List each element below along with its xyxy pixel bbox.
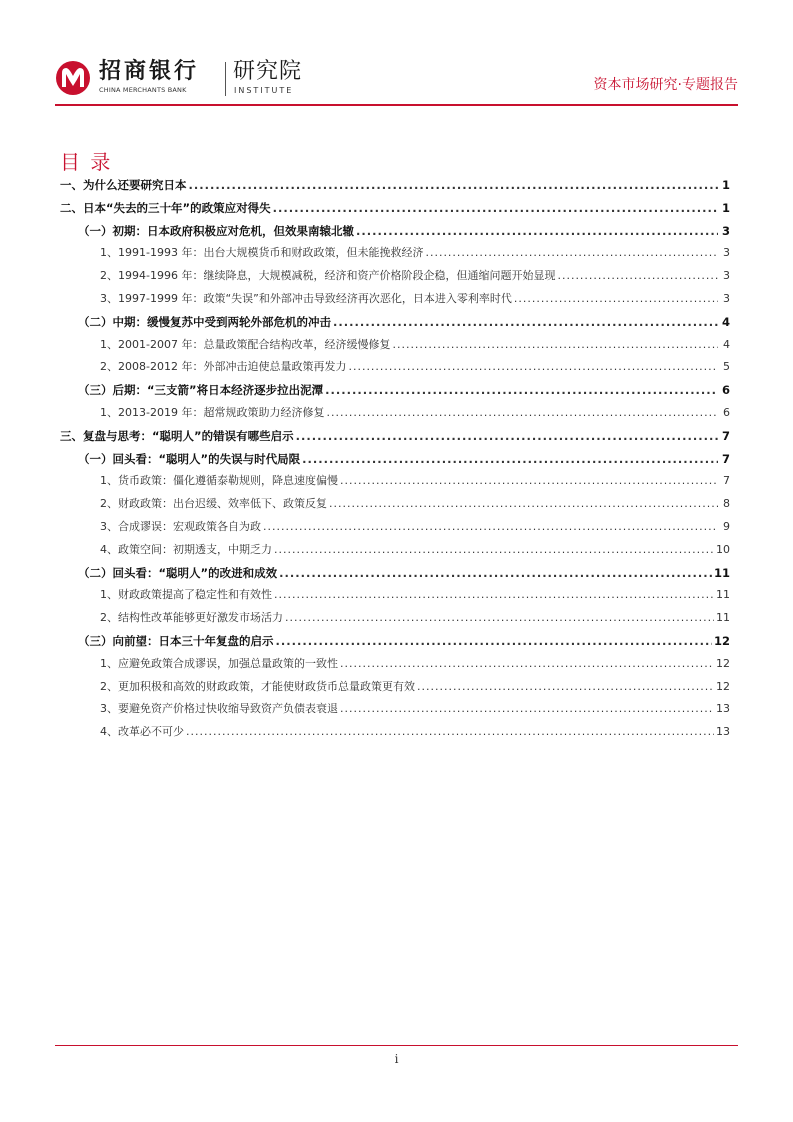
toc-entry-page: 13	[716, 702, 730, 716]
toc-entry-text: 2、1994-1996 年：继续降息，大规模减税，经济和资产价格阶段企稳，但通缩问题开始显现	[100, 269, 556, 283]
toc-entry-text: （三）后期：“三支箭”将日本经济逐步拉出泥潭	[78, 383, 324, 398]
toc-entry[interactable]	[60, 425, 730, 448]
toc-leader-dots	[557, 265, 718, 288]
toc-entry[interactable]	[60, 676, 730, 699]
page-header	[55, 58, 738, 98]
toc-leader-dots	[325, 379, 718, 402]
toc-entry-page: 1	[721, 178, 730, 192]
toc-leader-dots	[186, 721, 714, 744]
toc-entry[interactable]	[60, 334, 730, 357]
toc-entry-page: 12	[716, 656, 730, 670]
toc-entry-page: 4	[723, 337, 730, 351]
table-of-contents	[60, 174, 730, 744]
toc-entry[interactable]	[60, 698, 730, 721]
toc-entry[interactable]	[60, 356, 730, 379]
toc-entry-text: （一）回头看：“聪明人”的失误与时代局限	[78, 451, 301, 466]
toc-entry[interactable]	[60, 311, 730, 334]
toc-entry-text: 3、1997-1999 年：政策“失误”和外部冲击导致经济再次恶化，日本进入零利率时代	[100, 291, 512, 305]
toc-entry-page: 3	[723, 269, 730, 283]
toc-leader-dots	[425, 242, 718, 265]
bank-name-en: CHINA MERCHANTS BANK	[99, 86, 187, 94]
toc-leader-dots	[302, 448, 718, 471]
toc-entry[interactable]	[60, 653, 730, 676]
toc-leader-dots	[340, 698, 714, 721]
toc-entry-page: 5	[723, 360, 730, 374]
toc-leader-dots	[340, 470, 718, 493]
toc-entry-text: 1、2001-2007 年：总量政策配合结构改革，经济缓慢修复	[100, 337, 391, 351]
report-type: 资本市场研究·专题报告	[593, 77, 738, 93]
toc-entry-page: 3	[723, 291, 730, 305]
toc-entry-text: （三）向前望：日本三十年复盘的启示	[78, 633, 274, 648]
toc-entry-text: 二、日本“失去的三十年”的政策应对得失	[60, 200, 271, 215]
toc-leader-dots	[333, 311, 718, 334]
toc-entry[interactable]	[60, 470, 730, 493]
toc-leader-dots	[263, 516, 718, 539]
toc-entry-text: 1、1991-1993 年：出台大规模货币和财政政策，但未能挽救经济	[100, 246, 424, 260]
toc-entry[interactable]	[60, 197, 730, 220]
toc-leader-dots	[274, 584, 714, 607]
toc-entry-page: 3	[723, 246, 730, 260]
toc-entry-page: 12	[716, 679, 730, 693]
toc-entry-text: 3、合成谬误：宏观政策各自为政	[100, 519, 261, 533]
toc-entry[interactable]	[60, 516, 730, 539]
toc-entry[interactable]	[60, 607, 730, 630]
toc-leader-dots	[189, 174, 719, 197]
institute-name-cn: 研究院	[233, 59, 303, 84]
toc-entry-text: 3、要避免资产价格过快收缩导致资产负债表衰退	[100, 702, 338, 716]
toc-entry-page: 6	[723, 405, 730, 419]
toc-leader-dots	[276, 630, 712, 653]
toc-entry-page: 11	[716, 588, 730, 602]
toc-entry-text: 2、更加积极和高效的财政政策，才能使财政货币总量政策更有效	[100, 679, 415, 693]
toc-entry-text: （一）初期：日本政府积极应对危机，但效果南辕北辙	[78, 223, 354, 238]
toc-leader-dots	[326, 402, 718, 425]
toc-entry-page: 4	[721, 314, 730, 329]
toc-leader-dots	[417, 676, 714, 699]
toc-entry-page: 6	[721, 383, 730, 398]
toc-entry[interactable]	[60, 265, 730, 288]
institute-name-en: INSTITUTE	[234, 86, 294, 95]
page-number: i	[394, 1052, 399, 1066]
toc-entry[interactable]	[60, 493, 730, 516]
toc-entry-text: 2、2008-2012 年：外部冲击迫使总量政策再发力	[100, 360, 347, 374]
cmb-logo-icon	[55, 60, 91, 96]
toc-entry-text: （二）回头看：“聪明人”的改进和成效	[78, 565, 278, 580]
toc-title: 目 录	[60, 150, 113, 174]
toc-entry[interactable]	[60, 379, 730, 402]
toc-entry[interactable]	[60, 288, 730, 311]
toc-entry-page: 13	[716, 725, 730, 739]
toc-leader-dots	[514, 288, 718, 311]
toc-entry-text: 1、2013-2019 年：超常规政策助力经济修复	[100, 405, 325, 419]
toc-leader-dots	[329, 493, 718, 516]
toc-entry-text: 4、改革必不可少	[100, 725, 184, 739]
toc-entry-page: 3	[721, 223, 730, 238]
toc-leader-dots	[392, 334, 718, 357]
toc-entry-text: （二）中期：缓慢复苏中受到两轮外部危机的冲击	[78, 314, 331, 329]
bank-name-cn: 招商银行	[99, 59, 200, 84]
toc-entry-text: 2、结构性改革能够更好激发市场活力	[100, 611, 283, 625]
toc-entry-text: 1、财政政策提高了稳定性和有效性	[100, 588, 272, 602]
toc-entry[interactable]	[60, 721, 730, 744]
toc-entry-page: 7	[723, 474, 730, 488]
toc-leader-dots	[285, 607, 714, 630]
toc-entry-page: 11	[716, 611, 730, 625]
toc-entry-text: 4、政策空间：初期透支，中期乏力	[100, 542, 272, 556]
toc-leader-dots	[340, 653, 714, 676]
toc-leader-dots	[274, 539, 714, 562]
toc-entry[interactable]	[60, 174, 730, 197]
toc-leader-dots	[273, 197, 718, 220]
toc-entry-page: 8	[723, 497, 730, 511]
toc-entry[interactable]	[60, 562, 730, 585]
toc-entry-page: 1	[721, 200, 730, 215]
toc-entry[interactable]	[60, 539, 730, 562]
toc-entry-page: 12	[713, 633, 730, 648]
toc-entry-page: 7	[721, 428, 730, 443]
toc-entry-page: 11	[713, 565, 730, 580]
toc-entry-text: 1、货币政策：僵化遵循泰勒规则，降息速度偏慢	[100, 474, 338, 488]
toc-entry[interactable]	[60, 630, 730, 653]
header-rule	[55, 104, 738, 106]
toc-entry-text: 一、为什么还要研究日本	[60, 178, 187, 192]
footer-rule	[55, 1045, 738, 1046]
toc-leader-dots	[348, 356, 718, 379]
toc-entry-page: 7	[721, 451, 730, 466]
toc-entry-page: 10	[716, 542, 730, 556]
toc-entry[interactable]	[60, 242, 730, 265]
toc-leader-dots	[356, 220, 718, 243]
toc-entry[interactable]	[60, 584, 730, 607]
toc-entry-text: 三、复盘与思考：“聪明人”的错误有哪些启示	[60, 428, 294, 443]
header-divider	[225, 62, 226, 96]
toc-entry[interactable]	[60, 448, 730, 471]
toc-entry[interactable]	[60, 402, 730, 425]
toc-entry[interactable]	[60, 220, 730, 243]
toc-entry-page: 9	[723, 519, 730, 533]
toc-leader-dots	[279, 562, 712, 585]
toc-leader-dots	[296, 425, 718, 448]
toc-entry-text: 1、应避免政策合成谬误，加强总量政策的一致性	[100, 656, 338, 670]
toc-entry-text: 2、财政政策：出台迟缓、效率低下、政策反复	[100, 497, 327, 511]
